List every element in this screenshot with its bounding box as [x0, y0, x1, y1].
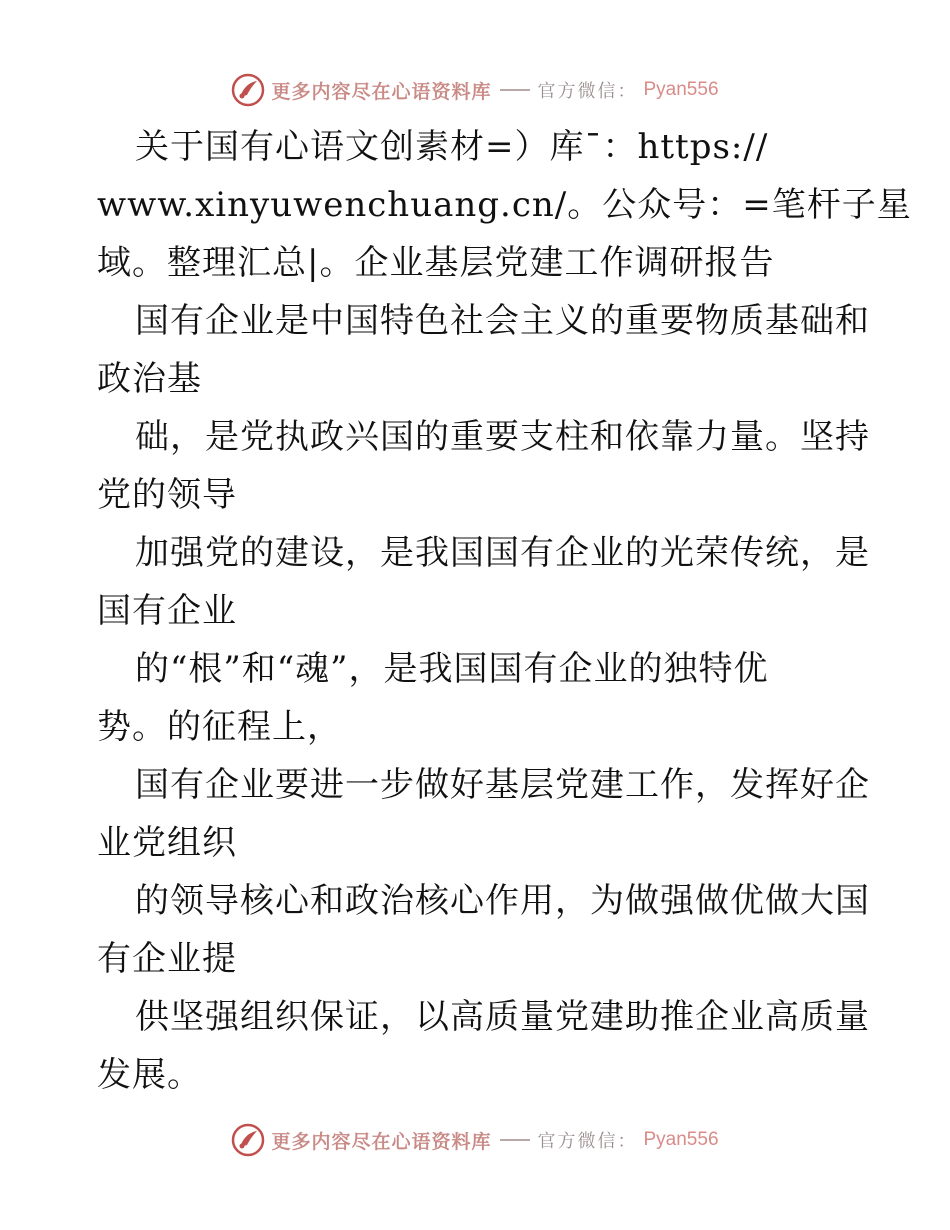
text-line: 加强党的建设，是我国国有企业的光荣传统，是	[135, 533, 870, 573]
text-line: 国有企业要进一步做好基层党建工作，发挥好企	[135, 765, 870, 805]
footer-banner	[0, 1120, 950, 1160]
text-line: 础，是党执政兴国的重要支柱和依靠力量。坚持	[135, 417, 870, 457]
document-body	[97, 118, 912, 1104]
promo-text: 更多内容尽在心语资料库	[271, 1130, 492, 1153]
text-line: 的领导核心和政治核心作用，为做强做优做大国	[135, 881, 870, 921]
text-line: 党的领导	[97, 475, 237, 515]
text-line: 域。整理汇总|。企业基层党建工作调研报告	[97, 243, 775, 283]
text-line: www.xinyuwenchuang.cn/。公众号：=笔杆子星	[97, 185, 912, 225]
wechat-id: Pyan556	[643, 79, 719, 100]
banner-separator	[500, 89, 530, 91]
text-line: 有企业提	[97, 939, 237, 979]
header-banner	[0, 70, 950, 110]
text-line: 的“根”和“魂”，是我国国有企业的独特优	[135, 649, 769, 689]
wechat-label: 官方微信：	[537, 1131, 638, 1152]
text-line: 势。的征程上，	[97, 707, 342, 747]
banner-separator	[500, 1139, 530, 1141]
text-line: 关于国有心语文创素材=）库¯：https://	[135, 127, 769, 167]
text-line: 供坚强组织保证，以高质量党建助推企业高质量	[135, 997, 870, 1037]
text-line: 国有企业是中国特色社会主义的重要物质基础和	[135, 301, 870, 341]
text-line: 国有企业	[97, 591, 237, 631]
wechat-id: Pyan556	[643, 1129, 719, 1150]
text-line: 发展。	[97, 1055, 202, 1095]
promo-text: 更多内容尽在心语资料库	[271, 80, 492, 103]
wechat-label: 官方微信：	[537, 81, 638, 102]
brush-logo-icon	[231, 73, 265, 107]
text-line: 业党组织	[97, 823, 237, 863]
text-line: 政治基	[97, 359, 202, 399]
brush-logo-icon	[231, 1123, 265, 1157]
